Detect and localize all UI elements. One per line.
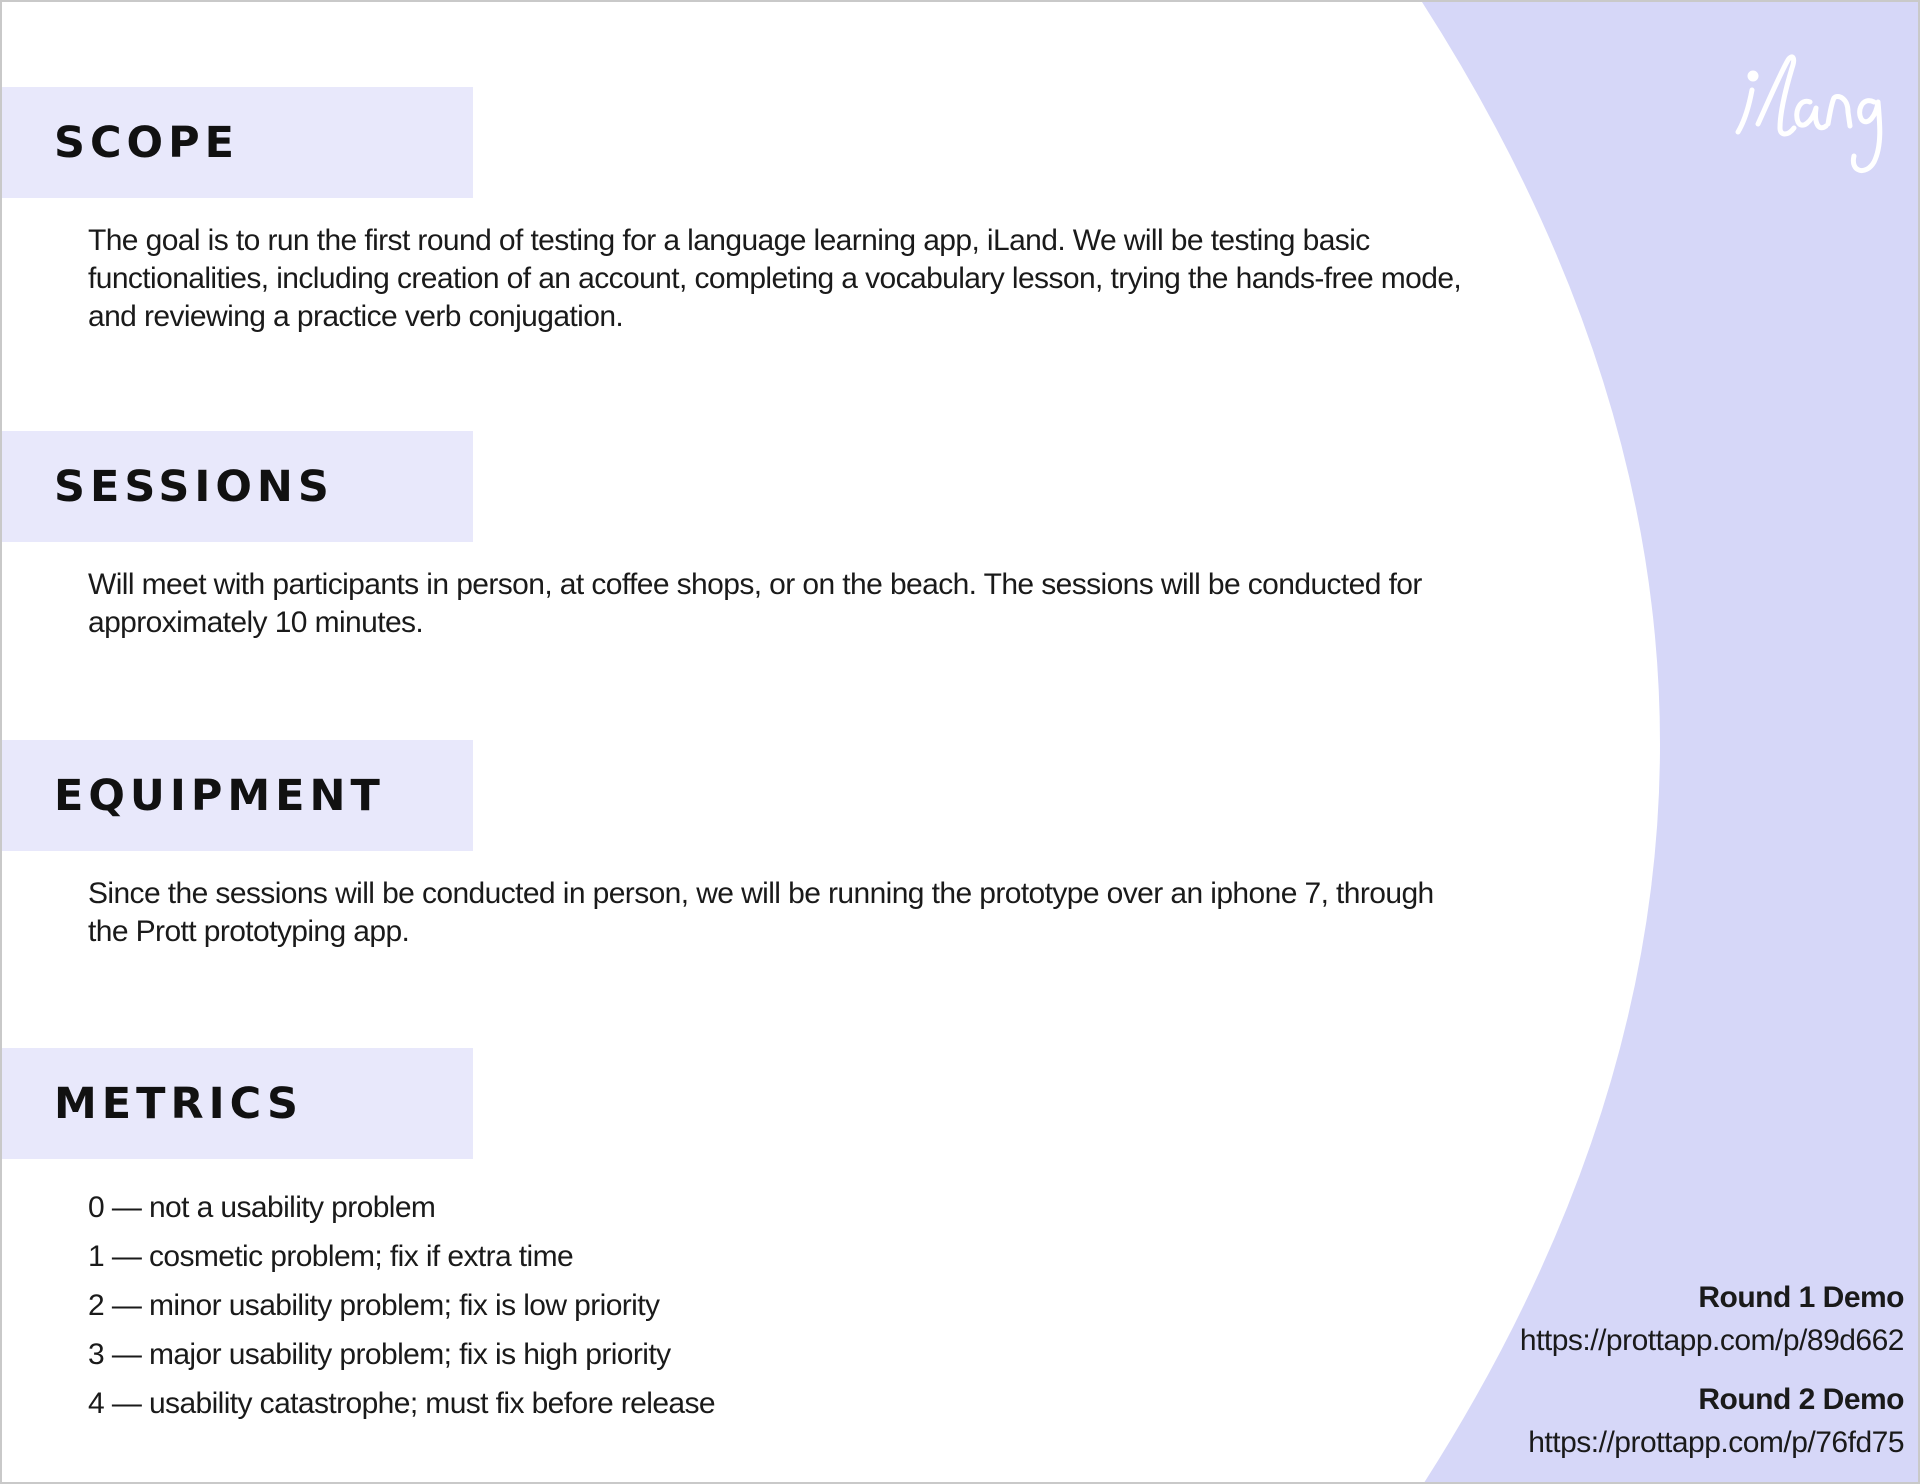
demo-links: [1520, 1277, 1904, 1481]
section-equipment: [2, 740, 1462, 951]
section-title-equipment: EQUIPMENT: [54, 770, 385, 821]
metric-item: 1 — cosmetic problem; fix if extra time: [88, 1240, 574, 1273]
metric-item: 3 — major usability problem; fix is high priority: [88, 1338, 671, 1371]
metric-item: 2 — minor usability problem; fix is low priority: [88, 1289, 660, 1322]
section-body-scope: The goal is to run the first round of testing for a language learning app, iLand. We will be testing basic functionalities, including creation of an account, completing a vocabulary lesson, trying the hands-free mode, and reviewing a practice verb conjugation.: [88, 224, 1462, 333]
section-header: [2, 740, 473, 851]
section-header: [2, 431, 473, 542]
metrics-list: [88, 1183, 1462, 1428]
metric-item: 0 — not a usability problem: [88, 1191, 436, 1224]
section-header: [2, 1048, 473, 1159]
demo-title-round-2: Round 2 Demo: [1698, 1383, 1904, 1416]
section-title-sessions: SESSIONS: [54, 461, 334, 512]
section-body-sessions: Will meet with participants in person, at coffee shops, or on the beach. The sessions will be conducted for approximately 10 minutes.: [88, 568, 1422, 639]
section-title-metrics: METRICS: [54, 1078, 303, 1129]
section-body-equipment: Since the sessions will be conducted in person, we will be running the prototype over an iphone 7, through the Prott prototyping app.: [88, 877, 1434, 948]
demo-title-round-1: Round 1 Demo: [1698, 1281, 1904, 1314]
metric-item: 4 — usability catastrophe; must fix before release: [88, 1387, 715, 1420]
section-header: [2, 87, 473, 198]
section-scope: [2, 87, 1462, 336]
section-title-scope: SCOPE: [54, 117, 239, 168]
section-sessions: [2, 431, 1462, 642]
demo-link-round-1[interactable]: https://prottapp.com/p/89d662: [1519, 1324, 1904, 1357]
demo-link-round-2[interactable]: https://prottapp.com/p/76fd75: [1528, 1426, 1904, 1459]
section-metrics: [2, 1048, 1462, 1428]
accent-arc-shape: [1422, 2, 1920, 1484]
